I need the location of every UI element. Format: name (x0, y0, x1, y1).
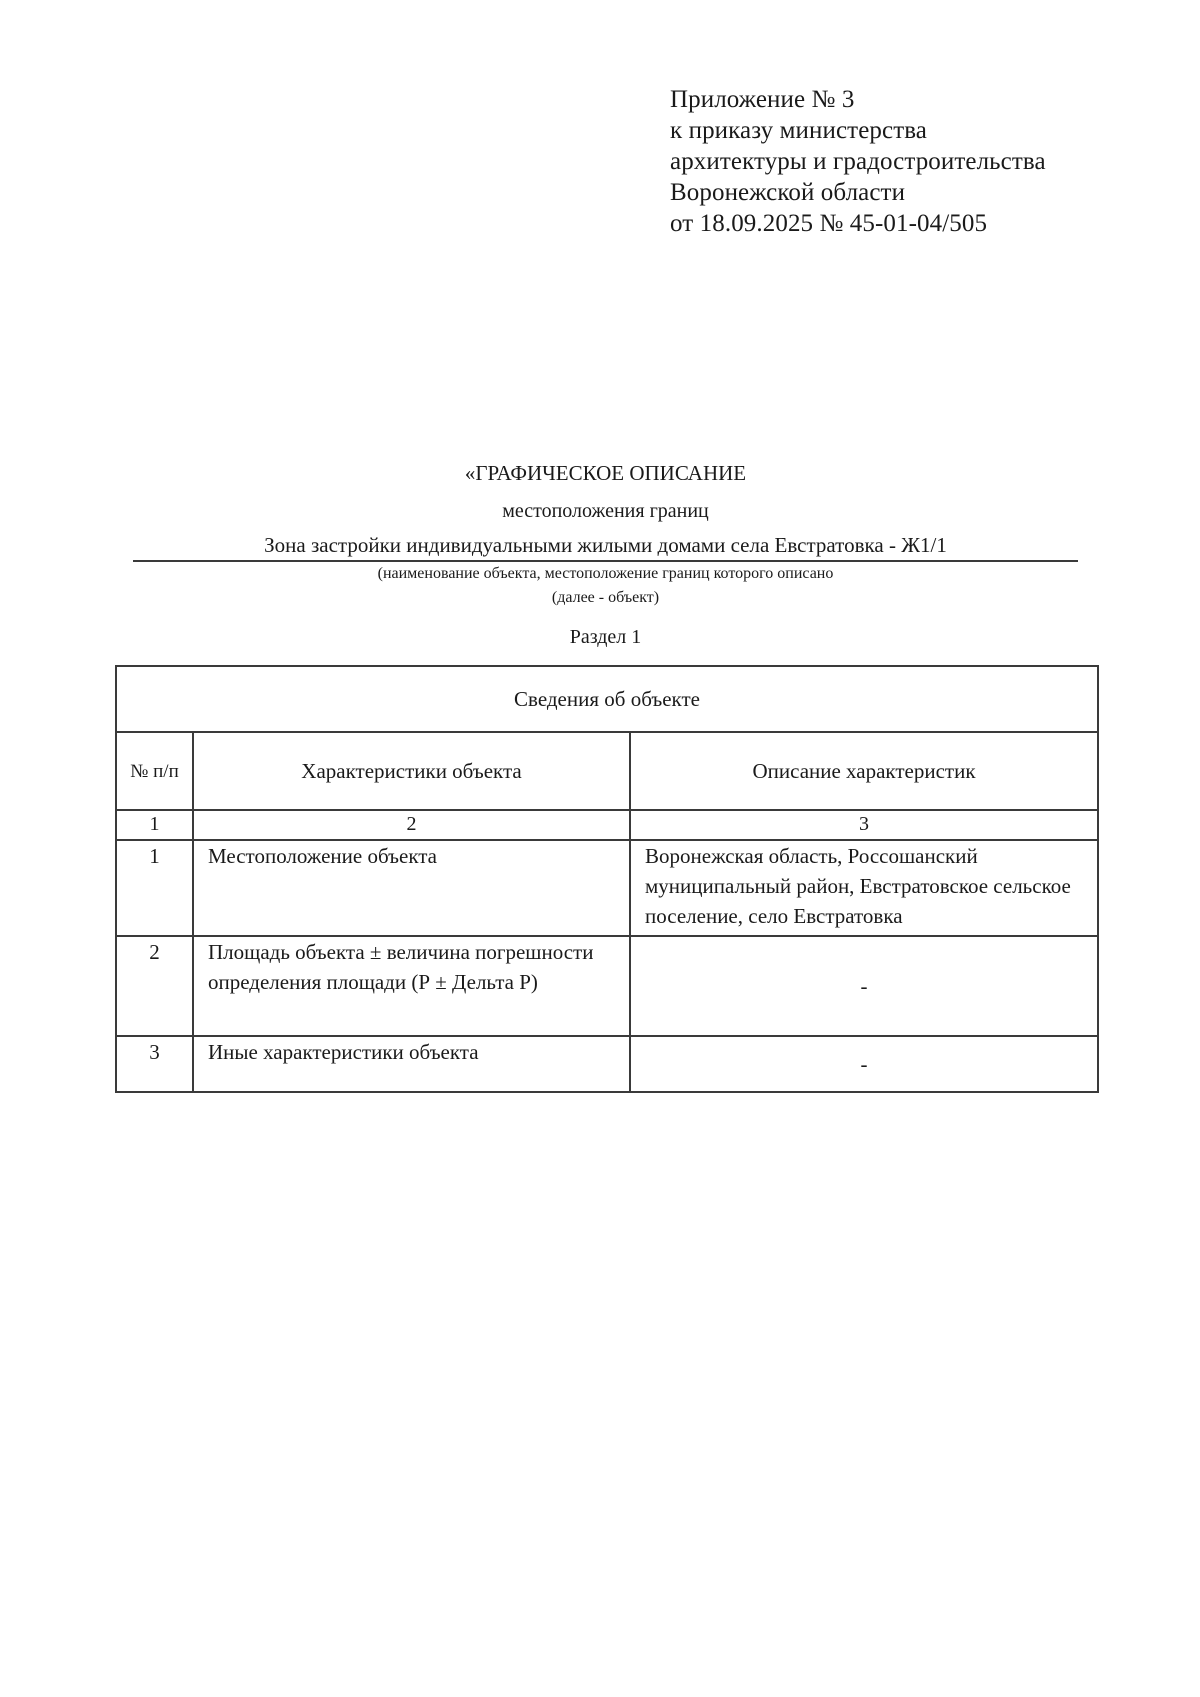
object-name-note: (наименование объекта, местоположение границ которого описано (377, 565, 834, 582)
document-title: «ГРАФИЧЕСКОЕ ОПИСАНИЕ (464, 461, 747, 485)
column-index-row (116, 810, 1098, 840)
row-number: 3 (116, 1036, 193, 1092)
row-number: 2 (116, 936, 193, 1036)
object-info-table (115, 665, 1099, 1093)
appendix-line: к приказу министерства (670, 117, 927, 144)
object-name: Зона застройки индивидуальными жилыми домами села Евстратовка - Ж1/1 (133, 532, 1078, 562)
row-characteristic: Площадь объекта ± величина погрешности определения площади (Р ± Дельта Р) (193, 936, 630, 1036)
appendix-line: Приложение № 3 (670, 86, 855, 113)
table-row (116, 936, 1098, 1036)
row-description: - (630, 936, 1098, 1036)
table-caption-row (116, 666, 1098, 732)
row-description: Воронежская область, Россошанский муниципальный район, Евстратовское сельское поселение, село Евстратовка (630, 840, 1098, 936)
appendix-line: Воронежской области (670, 179, 906, 206)
appendix-line: от 18.09.2025 № 45-01-04/505 (670, 210, 988, 237)
object-name-note-continued: (далее - объект) (551, 589, 660, 606)
appendix-header (670, 84, 1046, 239)
appendix-line: архитектуры и градостроительства (670, 148, 1046, 175)
table-header-row (116, 732, 1098, 810)
table-row (116, 1036, 1098, 1092)
column-header-description: Описание характеристик (630, 732, 1098, 810)
row-description: - (630, 1036, 1098, 1092)
column-index: 1 (116, 810, 193, 840)
document-subtitle: местоположения границ (502, 500, 709, 522)
column-index: 3 (630, 810, 1098, 840)
table-row (116, 840, 1098, 936)
document-title-block (133, 460, 1078, 650)
column-header-characteristic: Характеристики объекта (193, 732, 630, 810)
column-header-number: № п/п (116, 732, 193, 810)
table-caption: Сведения об объекте (116, 666, 1098, 732)
column-index: 2 (193, 810, 630, 840)
row-number: 1 (116, 840, 193, 936)
row-characteristic: Местоположение объекта (193, 840, 630, 936)
row-characteristic: Иные характеристики объекта (193, 1036, 630, 1092)
section-heading: Раздел 1 (569, 626, 642, 648)
